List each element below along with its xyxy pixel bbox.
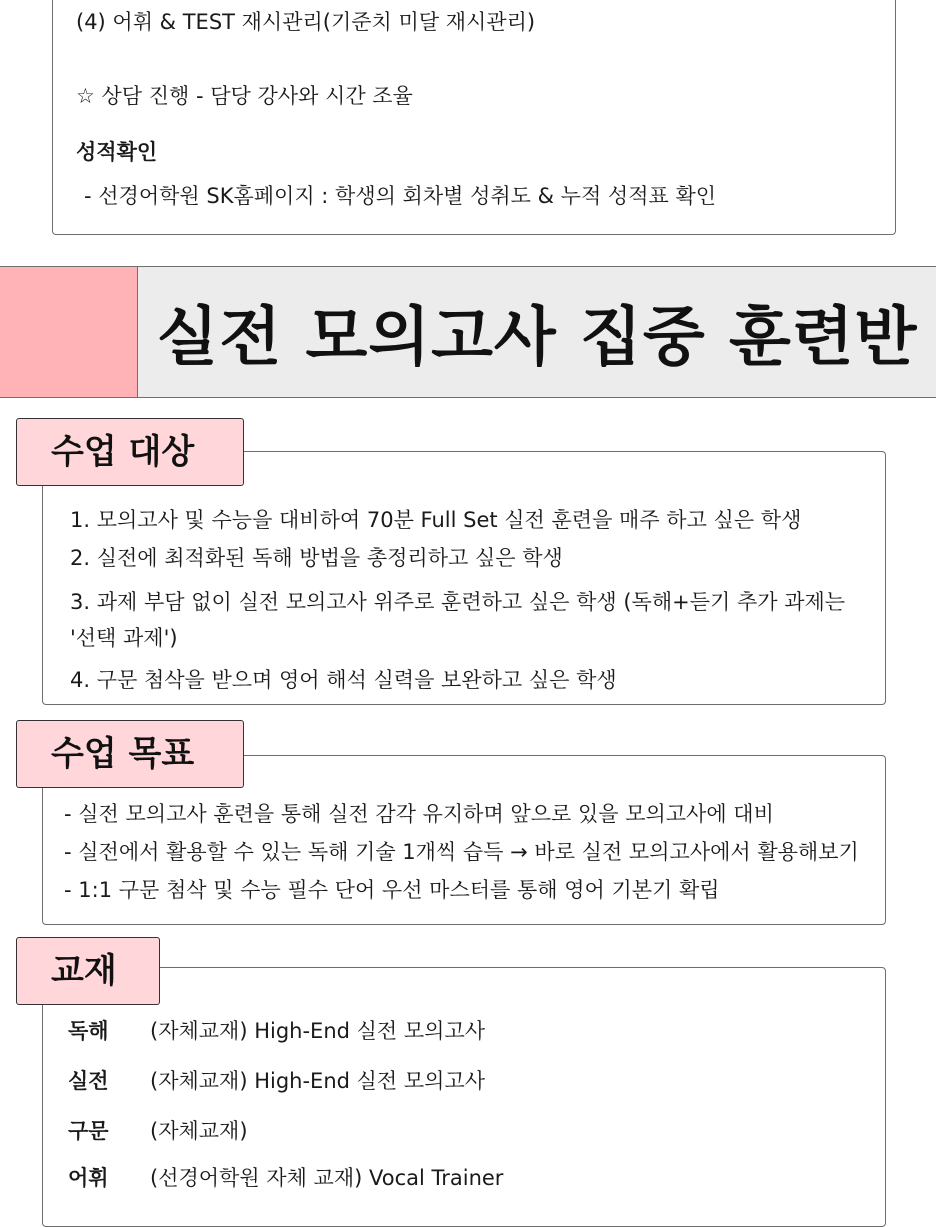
- banner-accent-block: [0, 267, 138, 397]
- class-title-banner: [0, 266, 936, 398]
- textbook-title-syntax: (자체교재): [150, 1119, 248, 1143]
- goal-item-2: - 실전에서 활용할 수 있는 독해 기술 1개씩 습득 → 바로 실전 모의고사에서 활용해보기: [64, 840, 859, 864]
- textbook-subject-practice: 실전: [68, 1069, 109, 1093]
- goal-item-3: - 1:1 구문 첨삭 및 수능 필수 단어 우선 마스터를 통해 영어 기본기 확립: [64, 878, 720, 902]
- goal-item-1: - 실전 모의고사 훈련을 통해 실전 감각 유지하며 앞으로 있을 모의고사에 대비: [64, 802, 774, 826]
- textbook-subject-vocab: 어휘: [68, 1166, 109, 1190]
- goal-section-tab: 수업 목표: [16, 720, 244, 788]
- target-section-tab: 수업 대상: [16, 418, 244, 486]
- textbook-title-practice: (자체교재) High-End 실전 모의고사: [150, 1069, 486, 1093]
- consultation-line: ☆ 상담 진행 - 담당 강사와 시간 조율: [76, 84, 413, 108]
- textbook-title-vocab: (선경어학원 자체 교재) Vocal Trainer: [150, 1166, 504, 1190]
- review-management-line: (4) 어휘 & TEST 재시관리(기준치 미달 재시관리): [76, 10, 536, 34]
- target-item-1: 1. 모의고사 및 수능을 대비하여 70분 Full Set 실전 훈련을 매주 하고 싶은 학생: [70, 508, 802, 532]
- class-title: 실전 모의고사 집중 훈련반: [156, 301, 918, 375]
- target-item-4: 4. 구문 첨삭을 받으며 영어 해석 실력을 보완하고 싶은 학생: [70, 668, 617, 692]
- textbook-subject-reading: 독해: [68, 1019, 109, 1043]
- target-item-2: 2. 실전에 최적화된 독해 방법을 총정리하고 싶은 학생: [70, 546, 563, 570]
- textbook-title-reading: (자체교재) High-End 실전 모의고사: [150, 1019, 486, 1043]
- textbook-subject-syntax: 구문: [68, 1119, 109, 1143]
- target-item-3: 3. 과제 부담 없이 실전 모의고사 위주로 훈련하고 싶은 학생 (독해+듣기 추가 과제는: [70, 590, 846, 614]
- grades-check-detail: - 선경어학원 SK홈페이지 : 학생의 회차별 성취도 & 누적 성적표 확인: [84, 184, 717, 208]
- grades-check-title: 성적확인: [76, 140, 158, 164]
- textbook-section-tab: 교재: [16, 937, 160, 1005]
- target-item-3-continued: '선택 과제'): [70, 626, 178, 650]
